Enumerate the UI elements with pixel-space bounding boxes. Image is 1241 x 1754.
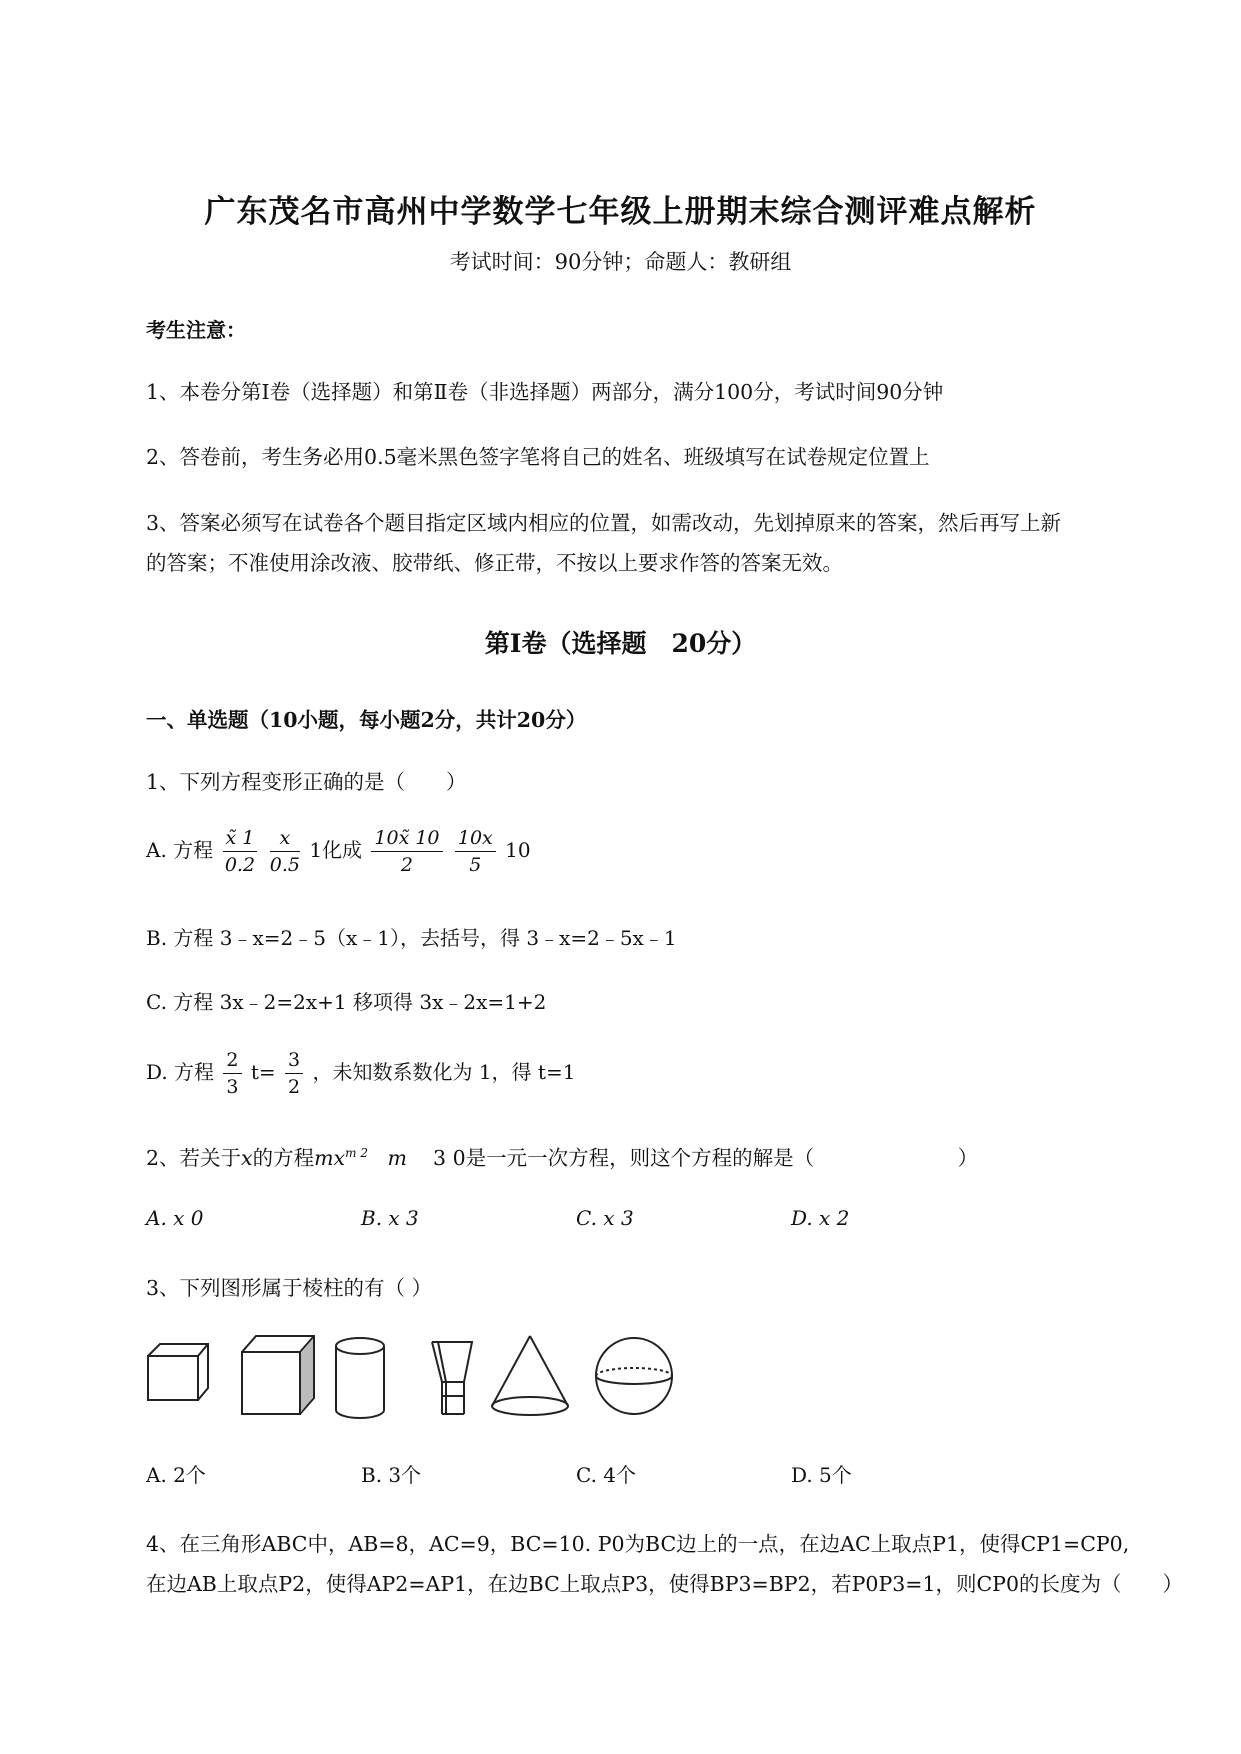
q2-eq: mx bbox=[314, 1146, 346, 1170]
fraction: $\frac{10x̃ 10}{2}$ bbox=[371, 825, 442, 878]
option-a-mid: 1化成 bbox=[309, 838, 363, 862]
option-d-end: ，未知数系数化为 1，得 t=1 bbox=[312, 1060, 576, 1084]
question-2-option-c: C. x 3 bbox=[576, 1206, 634, 1230]
exam-info: 考试时间：90分钟；命题人：教研组 bbox=[449, 250, 792, 274]
question-3-option-c: C. 4个 bbox=[576, 1463, 637, 1487]
question-1-option-a bbox=[146, 825, 531, 878]
frustum-figure bbox=[432, 1342, 472, 1414]
q2-eq3: 3 0 bbox=[433, 1146, 466, 1170]
question-3-figures bbox=[146, 1330, 706, 1420]
sphere-figure bbox=[596, 1338, 672, 1414]
option-a-prefix: A. 方程 bbox=[146, 838, 214, 862]
option-d-mid: t= bbox=[250, 1060, 276, 1084]
q2-exponent: m 2 bbox=[345, 1146, 368, 1161]
fraction: $\frac{x̃ 1}{0.2}$ bbox=[223, 825, 258, 878]
question-3-option-d: D. 5个 bbox=[791, 1463, 852, 1487]
question-2-stem bbox=[146, 1141, 978, 1171]
question-2-option-a: A. x 0 bbox=[146, 1206, 204, 1230]
question-3-option-b: B. 3个 bbox=[361, 1463, 422, 1487]
q2-var: x bbox=[241, 1146, 253, 1170]
q2-prefix: 2、若关于 bbox=[146, 1146, 242, 1170]
q2-eq2: m bbox=[387, 1146, 407, 1170]
question-4-line-2: 在边AB上取点P2，使得AP2=AP1，在边BC上取点P3，使得BP3=BP2，若P0P3=1，则CP0的长度为（ ） bbox=[146, 1572, 1184, 1596]
question-1-stem: 1、下列方程变形正确的是（ ） bbox=[146, 770, 467, 794]
question-2-option-d: D. x 2 bbox=[791, 1206, 850, 1230]
page-title: 广东茂名市高州中学数学七年级上册期末综合测评难点解析 bbox=[204, 194, 1037, 230]
cone-figure bbox=[492, 1336, 568, 1415]
fraction: $\frac{2}{3}$ bbox=[223, 1047, 241, 1100]
notice-item-3-cont: 的答案；不准使用涂改液、胶带纸、修正带，不按以上要求作答的答案无效。 bbox=[146, 551, 843, 575]
notice-heading: 考生注意： bbox=[146, 318, 246, 342]
question-3-stem: 3、下列图形属于棱柱的有（ ） bbox=[146, 1276, 433, 1300]
question-4-line-1: 4、在三角形ABC中，AB=8，AC=9，BC=10. P0为BC边上的一点，在边AC上取点P1，使得CP1=CP0, bbox=[146, 1532, 1130, 1556]
question-1-option-d bbox=[146, 1047, 575, 1100]
cuboid-figure bbox=[148, 1344, 208, 1400]
question-1-option-b: B. 方程 3﹣x=2﹣5（x﹣1），去括号，得 3﹣x=2﹣5x﹣1 bbox=[146, 926, 677, 950]
notice-item-3: 3、答案必须写在试卷各个题目指定区域内相应的位置，如需改动，先划掉原来的答案，然后再写上新 bbox=[146, 511, 1062, 535]
question-1-option-c: C. 方程 3x﹣2=2x+1 移项得 3x﹣2x=1+2 bbox=[146, 990, 547, 1014]
fraction: $\frac{3}{2}$ bbox=[285, 1047, 303, 1100]
sub-section-title: 一、单选题（10小题，每小题2分，共计20分） bbox=[146, 708, 587, 732]
q2-mid: 的方程 bbox=[252, 1146, 315, 1170]
option-a-end: 10 bbox=[505, 838, 531, 862]
fraction: $\frac{x}{0.5}$ bbox=[269, 827, 300, 876]
section-title: 第I卷（选择题 20分） bbox=[484, 629, 757, 658]
option-d-prefix: D. 方程 bbox=[146, 1060, 215, 1084]
fraction: $\frac{10x}{5}$ bbox=[455, 825, 496, 878]
notice-item-1: 1、本卷分第I卷（选择题）和第Ⅱ卷（非选择题）两部分，满分100分，考试时间90分钟 bbox=[146, 380, 944, 404]
question-2-option-b: B. x 3 bbox=[361, 1206, 419, 1230]
q2-end: 是一元一次方程，则这个方程的解是（ ） bbox=[465, 1146, 979, 1170]
question-3-option-a: A. 2个 bbox=[146, 1463, 206, 1487]
notice-item-2: 2、答卷前，考生务必用0.5毫米黑色签字笔将自己的姓名、班级填写在试卷规定位置上 bbox=[146, 445, 930, 469]
cylinder-figure bbox=[336, 1338, 384, 1418]
